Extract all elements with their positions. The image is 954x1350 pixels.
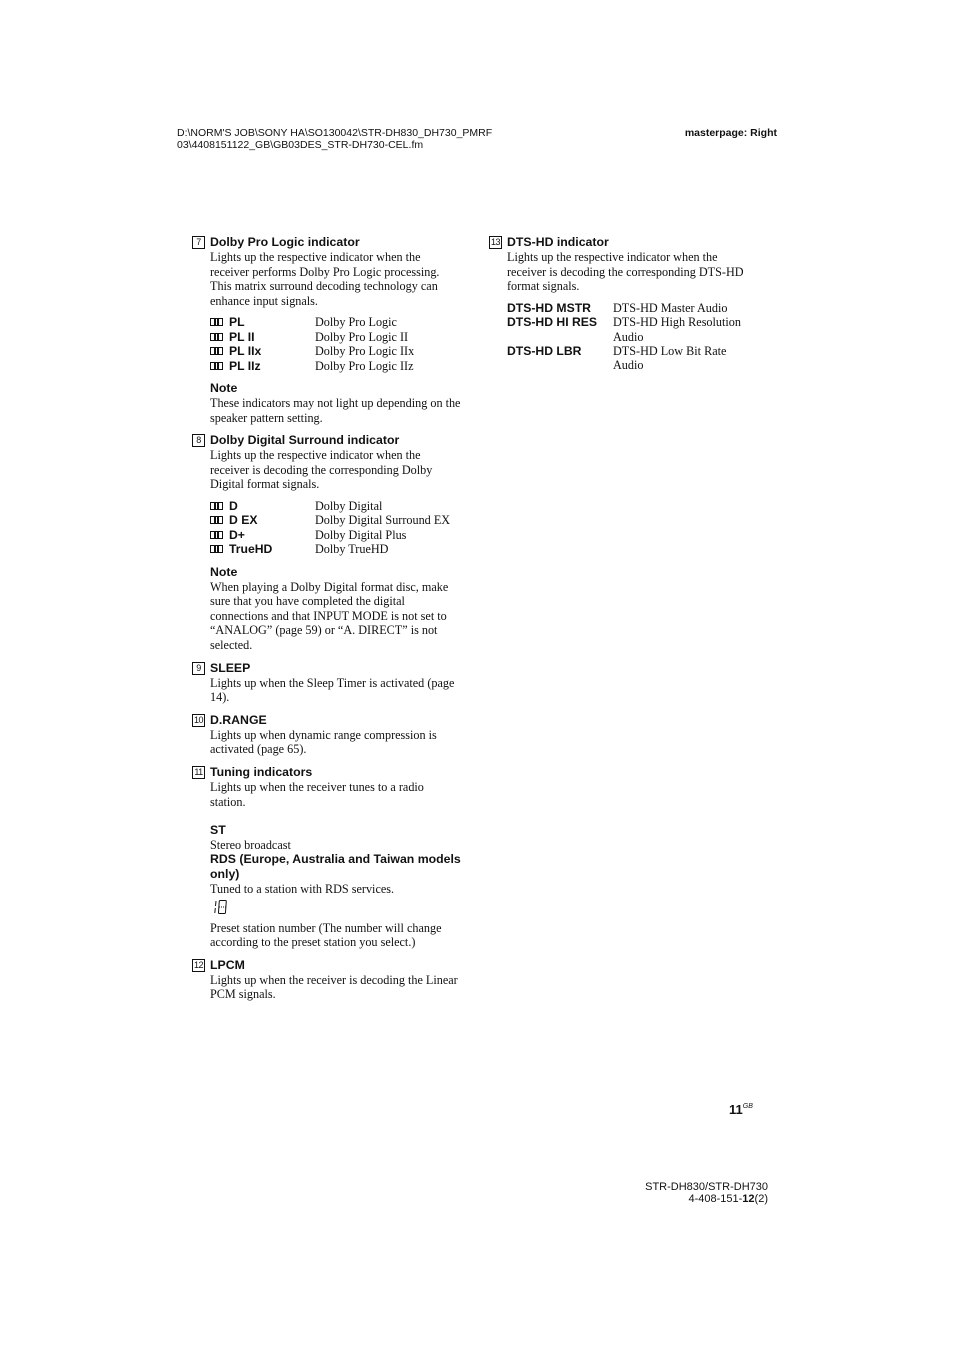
indicator-value: Dolby Pro Logic II <box>315 329 409 344</box>
page-number <box>729 1102 753 1117</box>
rds-description: Tuned to a station with RDS services. <box>210 881 395 896</box>
right-column <box>489 235 759 381</box>
indicator-value: Dolby Digital Surround EX <box>315 513 451 528</box>
seven-segment-digits-icon <box>212 898 230 920</box>
file-path-line-1: D:\NORM'S JOB\SONY HA\SO130042\STR-DH830_DH730_PMRF <box>177 127 493 139</box>
dts-indicator-table <box>507 301 759 373</box>
section-description: Lights up the respective indicator when the receiver is decoding the corresponding DTS-HD format signals. <box>507 250 744 294</box>
item-number-box: 8 <box>192 434 205 447</box>
double-d-icon <box>210 347 223 355</box>
section-title: Dolby Pro Logic indicator <box>210 235 360 249</box>
section-dolby-digital-surround <box>192 433 462 652</box>
section-heading <box>489 235 759 250</box>
indicator-value: DTS-HD High Resolution Audio <box>613 315 741 344</box>
file-path-header <box>177 127 492 151</box>
indicator-value: Dolby Digital <box>315 498 383 513</box>
item-number-box: 10 <box>193 714 203 725</box>
double-d-icon <box>210 318 223 326</box>
indicator-value: Dolby Pro Logic IIx <box>315 344 415 359</box>
table-row <box>507 301 759 315</box>
table-row <box>507 344 759 373</box>
section-tuning-indicators <box>192 765 462 950</box>
indicator-key: D EX <box>229 513 258 528</box>
indicator-key: DTS-HD LBR <box>507 344 582 358</box>
section-lpcm <box>192 958 462 1002</box>
indicator-value: DTS-HD Low Bit Rate Audio <box>613 344 727 373</box>
model-name: STR-DH830/STR-DH730 <box>645 1181 768 1193</box>
indicator-key: PL II <box>229 329 255 344</box>
section-heading <box>192 433 462 448</box>
table-row <box>210 499 450 513</box>
item-number-box: 9 <box>192 662 205 675</box>
table-row <box>507 315 759 344</box>
indicator-table <box>210 315 414 373</box>
part-code <box>645 1193 768 1205</box>
section-description: Lights up the respective indicator when the receiver is decoding the corresponding Dolby Digital format signals. <box>210 448 433 492</box>
indicator-value: Dolby TrueHD <box>315 542 389 557</box>
double-d-icon <box>210 516 223 524</box>
st-title: ST <box>210 823 226 838</box>
section-title: DTS-HD indicator <box>507 235 609 249</box>
note-heading: Note <box>210 381 238 395</box>
double-d-icon <box>210 362 223 370</box>
indicator-value: Dolby Pro Logic IIz <box>315 358 414 373</box>
section-heading <box>192 661 462 676</box>
indicator-value: Dolby Digital Plus <box>315 527 407 542</box>
note-heading: Note <box>210 564 238 579</box>
left-column <box>192 235 462 1010</box>
indicator-value: Dolby Pro Logic <box>315 315 397 330</box>
table-row <box>210 359 414 373</box>
section-title: Dolby Digital Surround indicator <box>210 433 400 448</box>
section-heading <box>192 958 462 973</box>
section-description: Lights up when the receiver tunes to a radio station. <box>210 779 424 809</box>
double-d-icon <box>210 502 223 510</box>
st-description: Stereo broadcast <box>210 837 291 852</box>
section-title: SLEEP <box>210 660 251 675</box>
indicator-key: PL IIz <box>229 358 261 373</box>
table-row <box>210 528 450 542</box>
page-number-suffix: GB <box>742 1103 753 1110</box>
section-description: Lights up when the Sleep Timer is activated (page 14). <box>210 675 455 705</box>
section-description: Lights up the respective indicator when the receiver performs Dolby Pro Logic processing. This matrix surround decoding technology can enhance input signals. <box>210 250 440 308</box>
indicator-key: DTS-HD HI RES <box>507 315 598 330</box>
part-code-suffix: (2) <box>754 1193 768 1205</box>
section-description: Lights up when the receiver is decoding the Linear PCM signals. <box>210 972 458 1002</box>
item-number-box: 11 <box>192 766 205 779</box>
section-heading <box>192 713 462 728</box>
section-heading <box>192 235 462 250</box>
table-row <box>210 315 414 329</box>
item-number-box: 12 <box>193 959 203 970</box>
double-d-icon <box>210 333 223 341</box>
indicator-key: DTS-HD MSTR <box>507 300 591 315</box>
double-d-icon <box>210 545 223 553</box>
indicator-key: TrueHD <box>229 542 273 557</box>
section-title: LPCM <box>210 957 245 972</box>
section-title: D.RANGE <box>210 712 267 727</box>
note-text: When playing a Dolby Digital format disc, make sure that you have completed the digital connections and that INPUT MODE is not set to “ANALOG” (page 59) or “A. DIRECT” is not selected. <box>210 579 449 652</box>
table-row <box>210 542 450 556</box>
masterpage-label: masterpage: Right <box>684 127 777 139</box>
indicator-value: DTS-HD Master Audio <box>613 300 728 315</box>
item-number-box: 13 <box>490 237 500 247</box>
preset-description: Preset station number (The number will change according to the preset station you select.) <box>210 920 442 950</box>
table-row <box>210 344 414 358</box>
double-d-icon <box>210 531 223 539</box>
indicator-table <box>210 499 450 557</box>
model-footer <box>645 1181 768 1205</box>
indicator-key: D+ <box>229 527 245 542</box>
table-row <box>210 330 414 344</box>
section-heading <box>192 765 462 780</box>
rds-title: RDS (Europe, Australia and Taiwan models only) <box>210 852 461 881</box>
page-number-value: 11 <box>729 1102 743 1117</box>
section-dts-hd <box>489 235 759 373</box>
part-code-prefix: 4-408-151- <box>688 1193 743 1205</box>
indicator-key: PL IIx <box>229 344 262 359</box>
section-sleep <box>192 661 462 705</box>
section-title: Tuning indicators <box>210 764 313 779</box>
part-code-bold: 12 <box>742 1193 755 1205</box>
indicator-key: D <box>229 498 238 513</box>
table-row <box>210 513 450 527</box>
item-number-box: 7 <box>192 236 205 249</box>
section-dolby-pro-logic <box>192 235 462 425</box>
note-text: These indicators may not light up depending on the speaker pattern setting. <box>210 396 461 425</box>
indicator-key: PL <box>229 315 245 330</box>
section-d-range <box>192 713 462 757</box>
file-path-line-2: 03\4408151122_GB\GB03DES_STR-DH730-CEL.fm <box>177 139 424 151</box>
section-description: Lights up when dynamic range compression is activated (page 65). <box>210 727 437 757</box>
